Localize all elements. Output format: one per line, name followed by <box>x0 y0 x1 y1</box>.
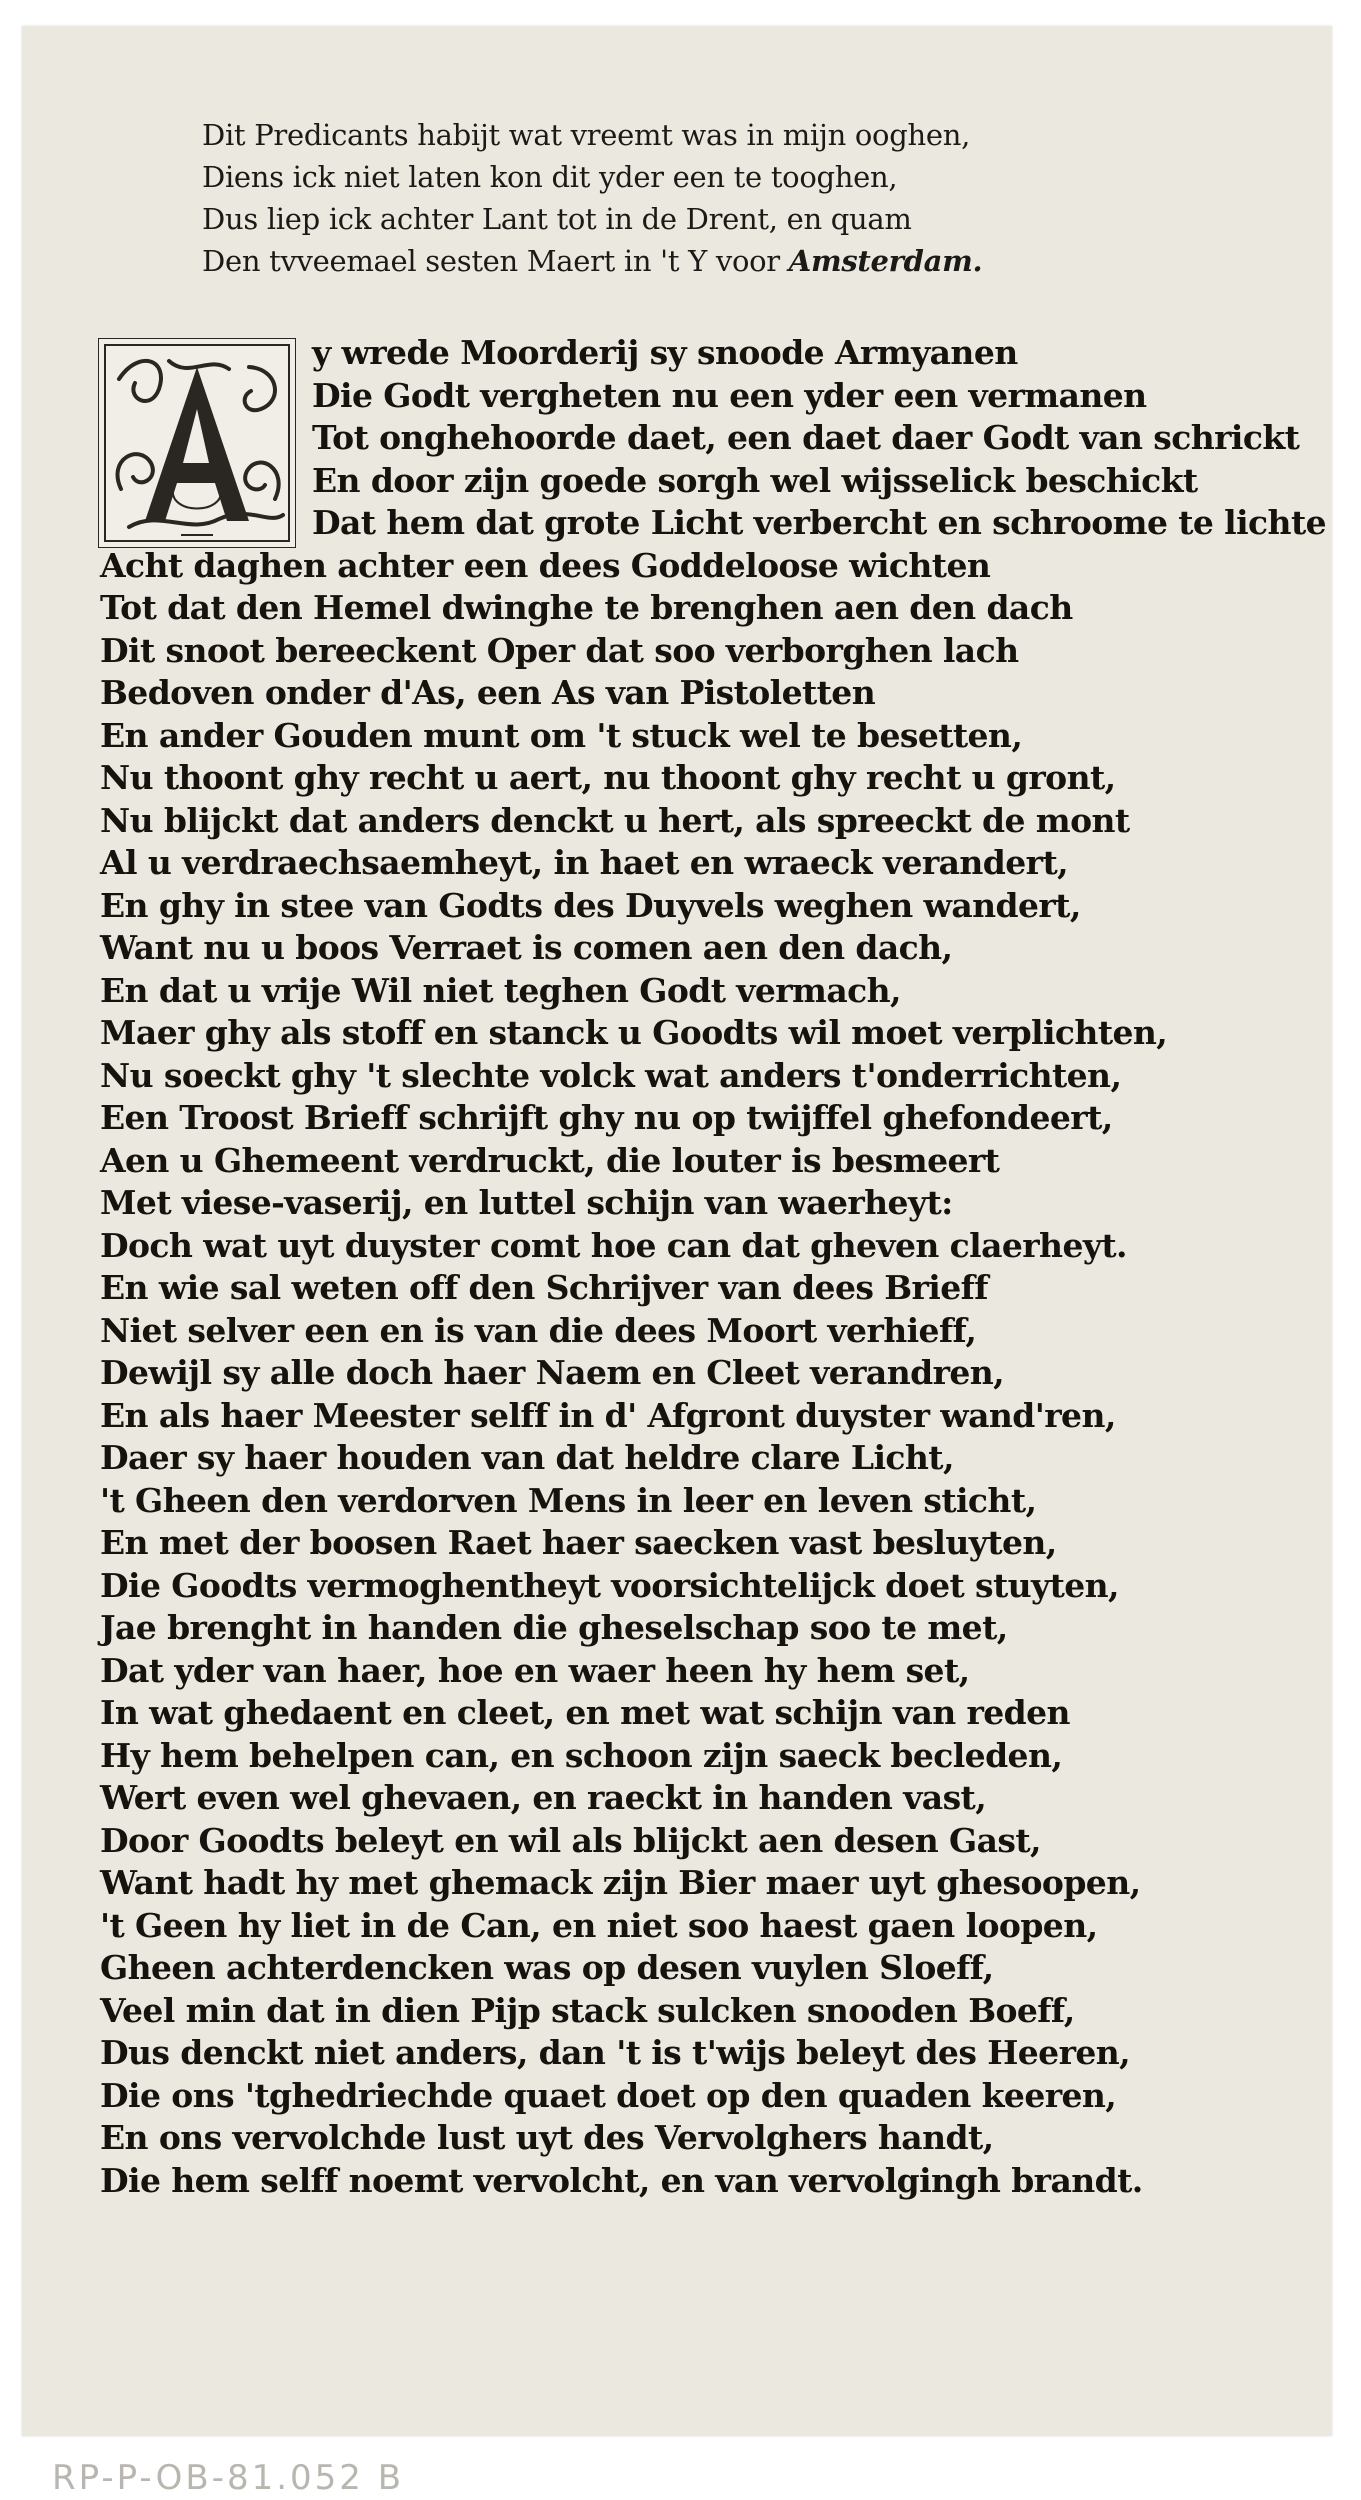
poem-line: Dit snoot bereeckent Oper dat soo verborghen lach <box>100 630 1019 670</box>
poem-line: En ons vervolchde lust uyt des Vervolghers handt, <box>100 2118 994 2157</box>
poem-line: En door zijn goede sorgh wel wijsselick beschickt <box>312 460 1198 500</box>
poem-line: Al u verdraechsaemheyt, in haet en wraeck verandert, <box>100 843 1068 882</box>
poem-line: Acht daghen achter een dees Goddeloose wichten <box>100 545 991 585</box>
poem-line: Nu blijckt dat anders denckt u hert, als spreeckt de mont <box>100 800 1130 840</box>
poem-line: Jae brenght in handen die gheselschap soo te met, <box>100 1608 1008 1647</box>
printed-sheet <box>22 26 1332 2436</box>
intro-line: Diens ick niet laten kon dit yder een te tooghen, <box>202 160 898 194</box>
poem-line: Nu soeckt ghy 't slechte volck wat anders t'onderrichten, <box>100 1055 1122 1095</box>
poem-line: Want nu u boos Verraet is comen aen den dach, <box>100 928 953 967</box>
poem-line: Nu thoont ghy recht u aert, nu thoont ghy recht u gront, <box>100 758 1116 797</box>
poem-line: In wat ghedaent en cleet, en met wat schijn van reden <box>100 1693 1070 1732</box>
poem-line: Daer sy haer houden van dat heldre clare Licht, <box>100 1438 954 1477</box>
intro-line-last <box>202 240 1102 282</box>
poem-line: Dewijl sy alle doch haer Naem en Cleet verandren, <box>100 1353 1005 1392</box>
poem-line: Gheen achterdencken was op desen vuylen Sloeff, <box>100 1948 994 1987</box>
poem-line: Aen u Ghemeent verdruckt, die louter is besmeert <box>100 1140 1000 1180</box>
poem-line: En dat u vrije Wil niet teghen Godt vermach, <box>100 970 901 1010</box>
intro-verse <box>202 114 1102 282</box>
poem-line: En ghy in stee van Godts des Duyvels weghen wandert, <box>100 885 1081 925</box>
poem-line: Tot onghehoorde daet, een daet daer Godt van schrickt <box>312 418 1300 457</box>
poem-line: Want hadt hy met ghemack zijn Bier maer uyt ghesoopen, <box>100 1863 1141 1902</box>
poem-line: En als haer Meester selff in d' Afgront duyster wand'ren, <box>100 1395 1116 1435</box>
poem-line: En ander Gouden munt om 't stuck wel te besetten, <box>100 715 1023 755</box>
poem-line: Die hem selff noemt vervolcht, en van vervolgingh brandt. <box>100 2160 1143 2200</box>
poem-line: Hy hem behelpen can, en schoon zijn saeck becleden, <box>100 1735 1063 1775</box>
poem-line: En wie sal weten off den Schrijver van dees Brieff <box>100 1268 988 1307</box>
intro-line: Dus liep ick achter Lant tot in de Drent, en quam <box>202 202 912 236</box>
poem-line: En met der boosen Raet haer saecken vast besluyten, <box>100 1523 1057 1562</box>
poem-line: Dus denckt niet anders, dan 't is t'wijs beleyt des Heeren, <box>100 2033 1131 2072</box>
poem-line: Veel min dat in dien Pijp stack sulcken snooden Boeff, <box>100 1990 1075 2030</box>
poem-line: Die Godt vergheten nu een yder een vermanen <box>312 375 1147 415</box>
poem-line: Maer ghy als stoff en stanck u Goodts wil moet verplichten, <box>100 1013 1168 1052</box>
poem-body <box>100 332 1326 2202</box>
poem-line: Met viese-vaserij, en luttel schijn van waerheyt: <box>100 1183 953 1222</box>
poem-line: 't Geen hy liet in de Can, en niet soo haest gaen loopen, <box>100 1905 1098 1945</box>
poem-line: Die ons 'tghedriechde quaet doet op den quaden keeren, <box>100 2075 1117 2115</box>
poem-line: Tot dat den Hemel dwinghe te brenghen aen den dach <box>100 588 1073 627</box>
poem-line: y wrede Moorderij sy snoode Armyanen <box>312 333 1018 372</box>
poem-line: 't Gheen den verdorven Mens in leer en leven sticht, <box>100 1480 1037 1520</box>
poem-line: Dat hem dat grote Licht verbercht en schroome te lichte <box>312 503 1326 542</box>
poem-line: Dat yder van haer, hoe en waer heen hy hem set, <box>100 1650 970 1690</box>
poem-line: Wert even wel ghevaen, en raeckt in handen vast, <box>100 1778 987 1817</box>
poem-line: Die Goodts vermoghentheyt voorsichtelijck doet stuyten, <box>100 1565 1119 1605</box>
intro-line-text: Den tvveemael sesten Maert in 't Y voor <box>202 244 789 278</box>
poem-line: Door Goodts beleyt en wil als blijckt aen desen Gast, <box>100 1820 1041 1860</box>
intro-city: Amsterdam. <box>788 244 983 278</box>
poem-line: Niet selver een en is van die dees Moort verhieff, <box>100 1310 977 1350</box>
inventory-number: RP-P-OB-81.052 B <box>52 2458 405 2498</box>
poem-line: Bedoven onder d'As, een As van Pistoletten <box>100 673 876 712</box>
intro-line: Dit Predicants habijt wat vreemt was in mijn ooghen, <box>202 118 970 152</box>
poem-line: Doch wat uyt duyster comt hoe can dat gheven claerheyt. <box>100 1225 1127 1265</box>
poem-line: Een Troost Brieff schrijft ghy nu op twijffel ghefondeert, <box>100 1098 1113 1137</box>
